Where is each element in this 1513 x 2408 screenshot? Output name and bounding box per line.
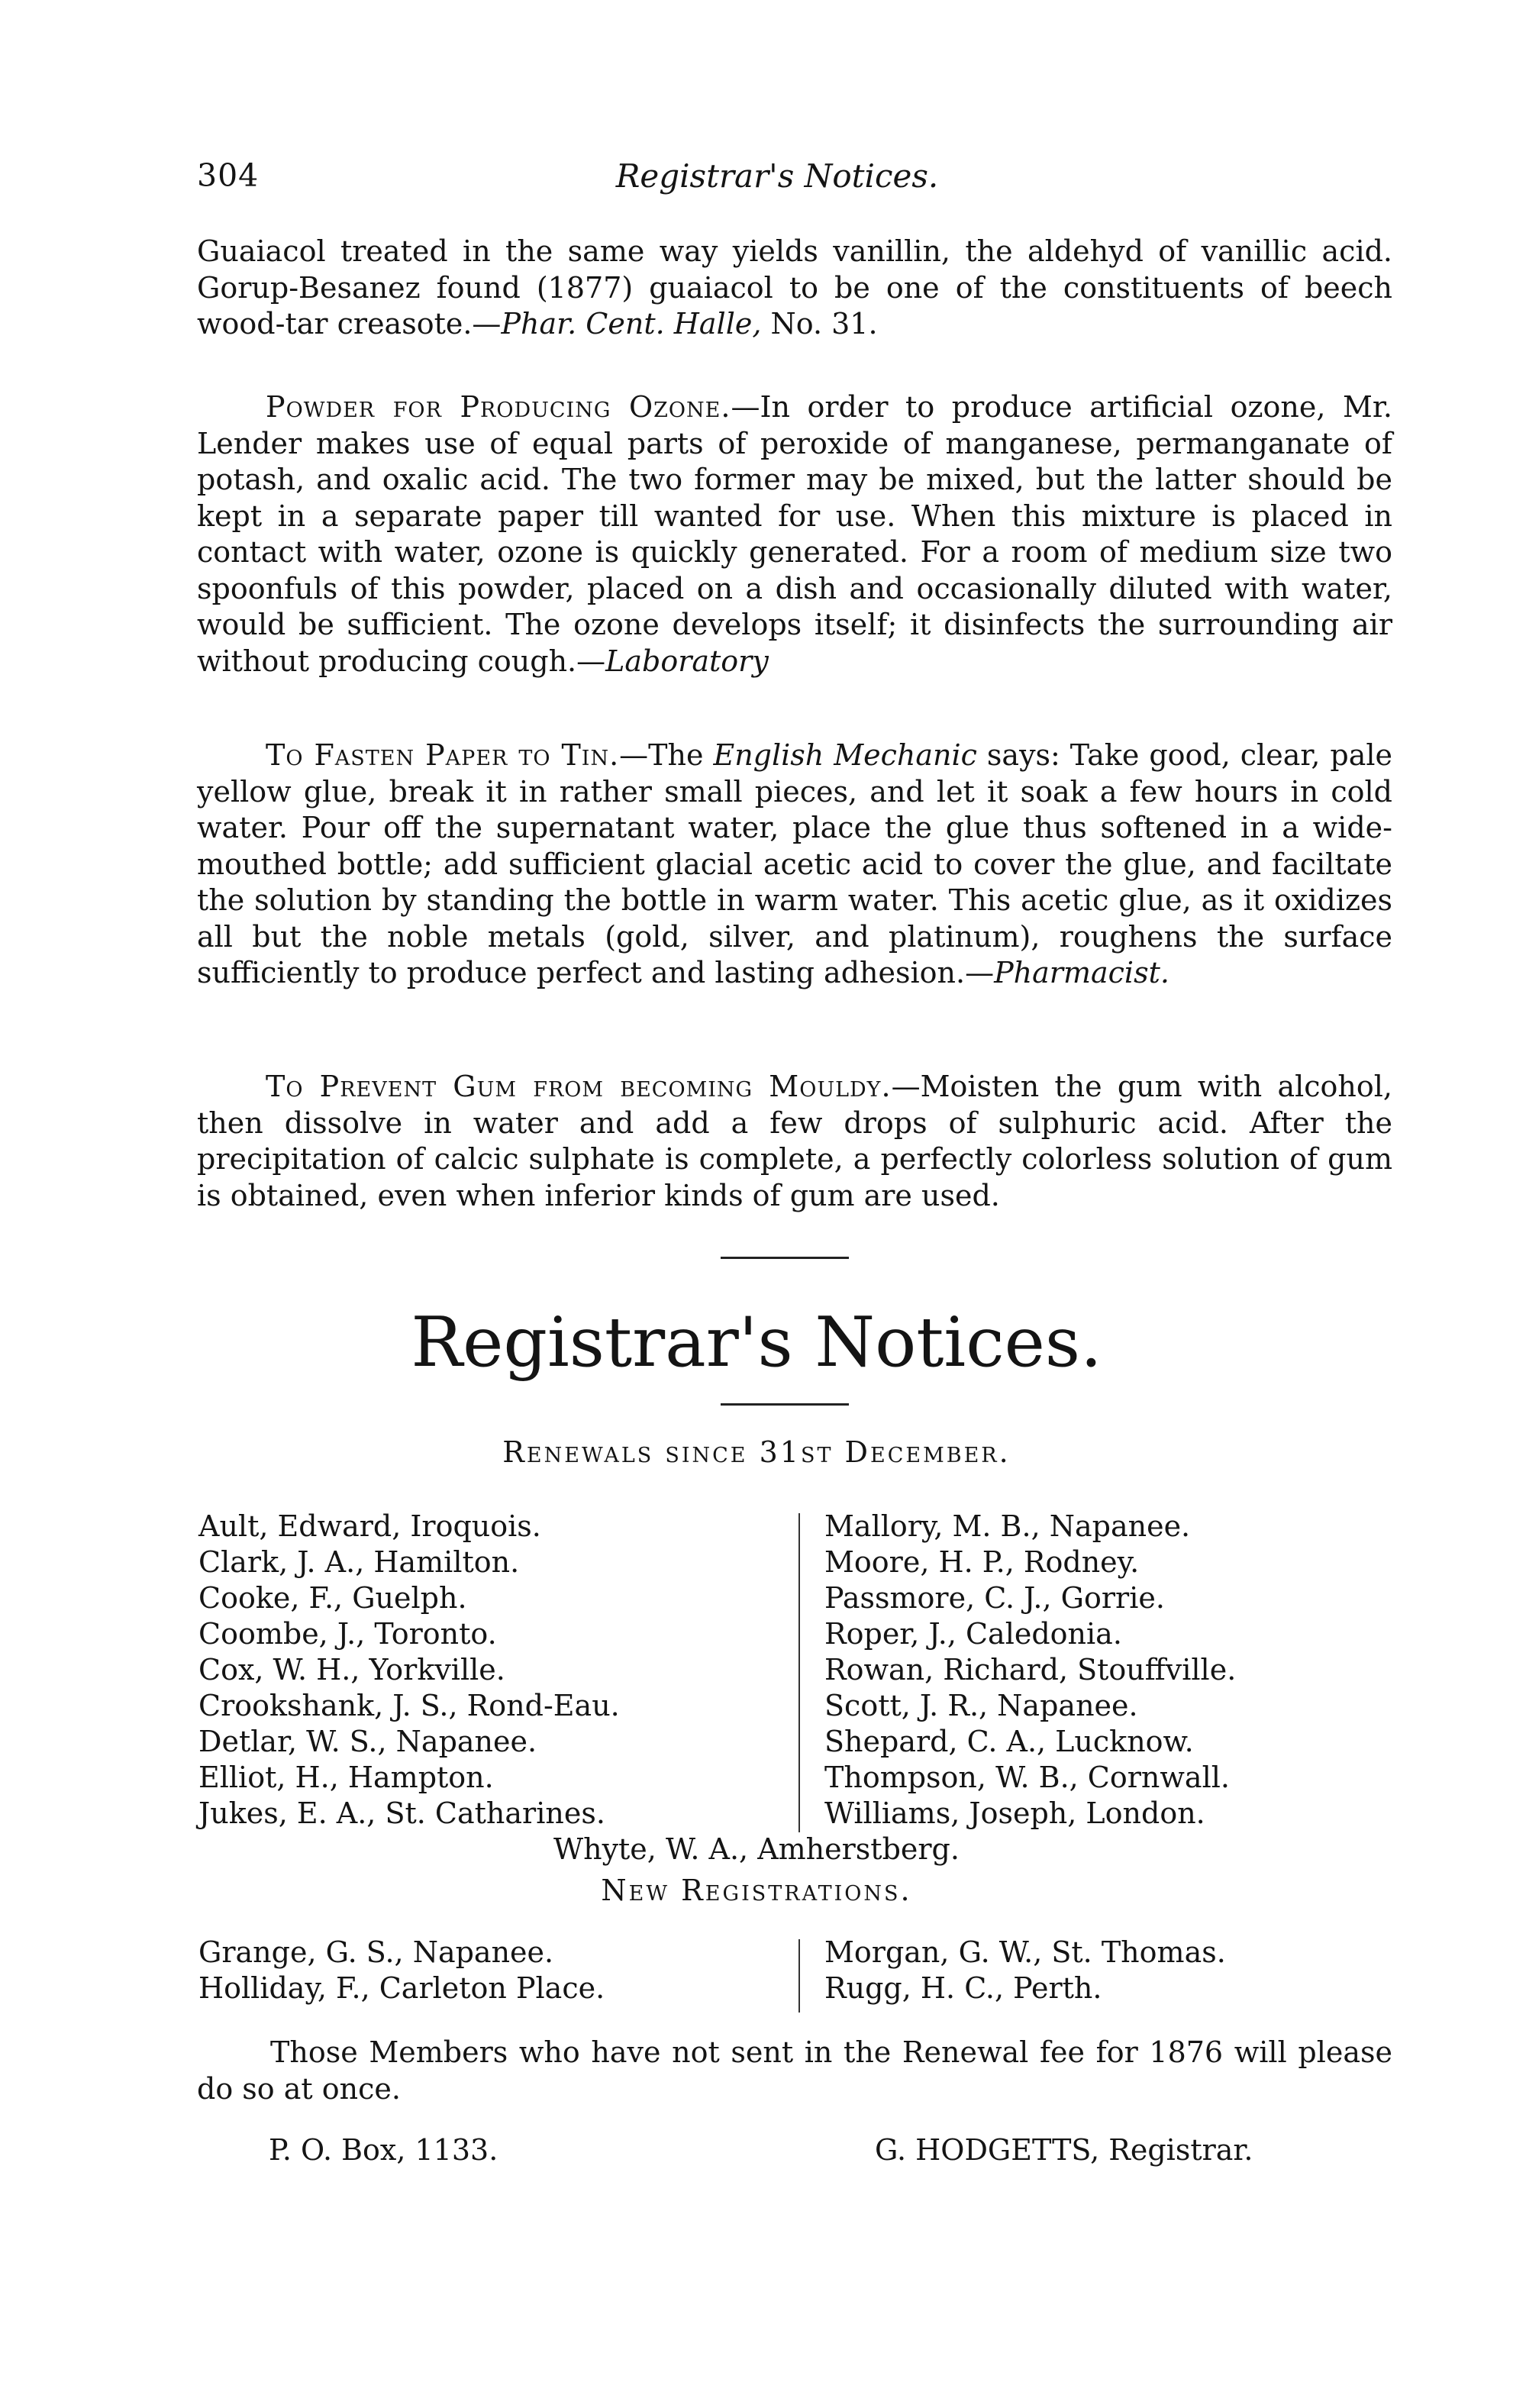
list-item: Roper, J., Caledonia. (824, 1617, 1122, 1651)
list-item: Holliday, F., Carleton Place. (198, 1971, 605, 2005)
list-item: Thompson, W. B., Cornwall. (824, 1761, 1230, 1794)
renewals-last-entry: Whyte, W. A., Amherstberg. (553, 1832, 960, 1866)
new-registrations-heading: New Registrations. (601, 1874, 912, 1907)
list-item: Williams, Joseph, London. (824, 1796, 1205, 1830)
article-text: —Moisten the gum with alcohol, then dissolve in water and add a few drops of sulphuric acid. After the precipitation of calcic sulphate is complete, a perfectly colorless solution of gum is obtained, even when inferior kinds of gum are used. (197, 1070, 1392, 1212)
article-text: Guaiacol treated in the same way yields vanillin, the aldehyd of vanillic acid. Gorup-Besanez found (1877) guaiacol to be one of the constituents of beech wood-tar creasote.— (197, 234, 1392, 341)
article-tail: No. 31. (761, 307, 878, 341)
article-guaiacol (197, 234, 1392, 343)
running-header (197, 157, 1357, 203)
renewals-right-column (824, 1509, 1374, 1832)
article-heading: To Fasten Paper to Tin. (266, 738, 620, 772)
column-divider (798, 1513, 800, 1832)
article-paper-tin (197, 738, 1392, 992)
notices-title: Registrar's Notices. (411, 1302, 1102, 1383)
new-registrations-right-column (824, 1935, 1374, 2006)
list-item: Crookshank, J. S., Rond-Eau. (198, 1689, 620, 1722)
list-item: Cooke, F., Guelph. (198, 1581, 467, 1615)
list-item: Mallory, M. B., Napanee. (824, 1509, 1191, 1543)
new-registrations-left-column (198, 1935, 779, 2006)
list-item: Moore, H. P., Rodney. (824, 1545, 1140, 1579)
page-number: 304 (197, 157, 260, 194)
article-ozone (197, 389, 1392, 679)
article-text: —In order to produce artificial ozone, Mr. Lender makes use of equal parts of peroxide of manganese, permanganate of potash, and oxalic acid. The two former may be mixed, but the latter should be kept in a separate paper till wanted for use. When this mixture is placed in contact with water, ozone is quickly generated. For a room of medium size two spoonfuls of this powder, placed on a dish and occasionally diluted with water, would be sufficient. The ozone develops itself; it disinfects the surrounding air without producing cough.— (197, 390, 1392, 678)
article-source: Pharmacist. (994, 956, 1169, 989)
renewals-left-column (198, 1509, 779, 1832)
article-source: Laboratory (605, 644, 769, 678)
list-item: Coombe, J., Toronto. (198, 1617, 497, 1651)
section-divider-top (721, 1257, 849, 1259)
list-item: Elliot, H., Hampton. (198, 1761, 494, 1794)
column-divider (798, 1939, 800, 2013)
registrar-signature: G. HODGETTS, Registrar. (875, 2133, 1253, 2167)
article-heading: To Prevent Gum from becoming Mouldy. (266, 1070, 892, 1103)
list-item: Rugg, H. C., Perth. (824, 1971, 1102, 2005)
list-item: Ault, Edward, Iroquois. (198, 1509, 541, 1543)
list-item: Morgan, G. W., St. Thomas. (824, 1935, 1226, 1969)
renewals-heading: Renewals since 31st December. (502, 1435, 1011, 1469)
list-item: Clark, J. A., Hamilton. (198, 1545, 520, 1579)
article-gum (197, 1069, 1392, 1214)
list-item: Jukes, E. A., St. Catharines. (198, 1796, 605, 1830)
article-text-intro: —The (619, 738, 714, 772)
list-item: Passmore, C. J., Gorrie. (824, 1581, 1165, 1615)
article-cited-journal: English Mechanic (713, 738, 977, 772)
list-item: Scott, J. R., Napanee. (824, 1689, 1138, 1722)
list-item: Shepard, C. A., Lucknow. (824, 1725, 1194, 1758)
list-item: Rowan, Richard, Stouffville. (824, 1653, 1237, 1687)
list-item: Cox, W. H., Yorkville. (198, 1653, 505, 1687)
article-text: says: Take good, clear, pale yellow glue, break it in rather small pieces, and let it soak a few hours in cold water. Pour off the supernatant water, place the glue thus softened in a wide-mouthed bottle; add sufficient glacial acetic acid to cover the glue, and faciltate the solution by standing the bottle in warm water. This acetic glue, as it oxidizes all but the noble metals (gold, silver, and platinum), roughens the surface sufficiently to produce perfect and lasting adhesion.— (197, 738, 1393, 989)
list-item: Detlar, W. S., Napanee. (198, 1725, 537, 1758)
renewal-fee-note: Those Members who have not sent in the Renewal fee for 1876 will please do so at once. (197, 2035, 1392, 2106)
article-heading: Powder for Producing Ozone. (266, 390, 731, 424)
section-divider-bottom (721, 1403, 849, 1406)
running-title: Registrar's Notices. (615, 157, 939, 195)
list-item: Grange, G. S., Napanee. (198, 1935, 554, 1969)
article-source: Phar. Cent. Halle, (501, 307, 762, 341)
po-box: P. O. Box, 1133. (269, 2133, 498, 2167)
